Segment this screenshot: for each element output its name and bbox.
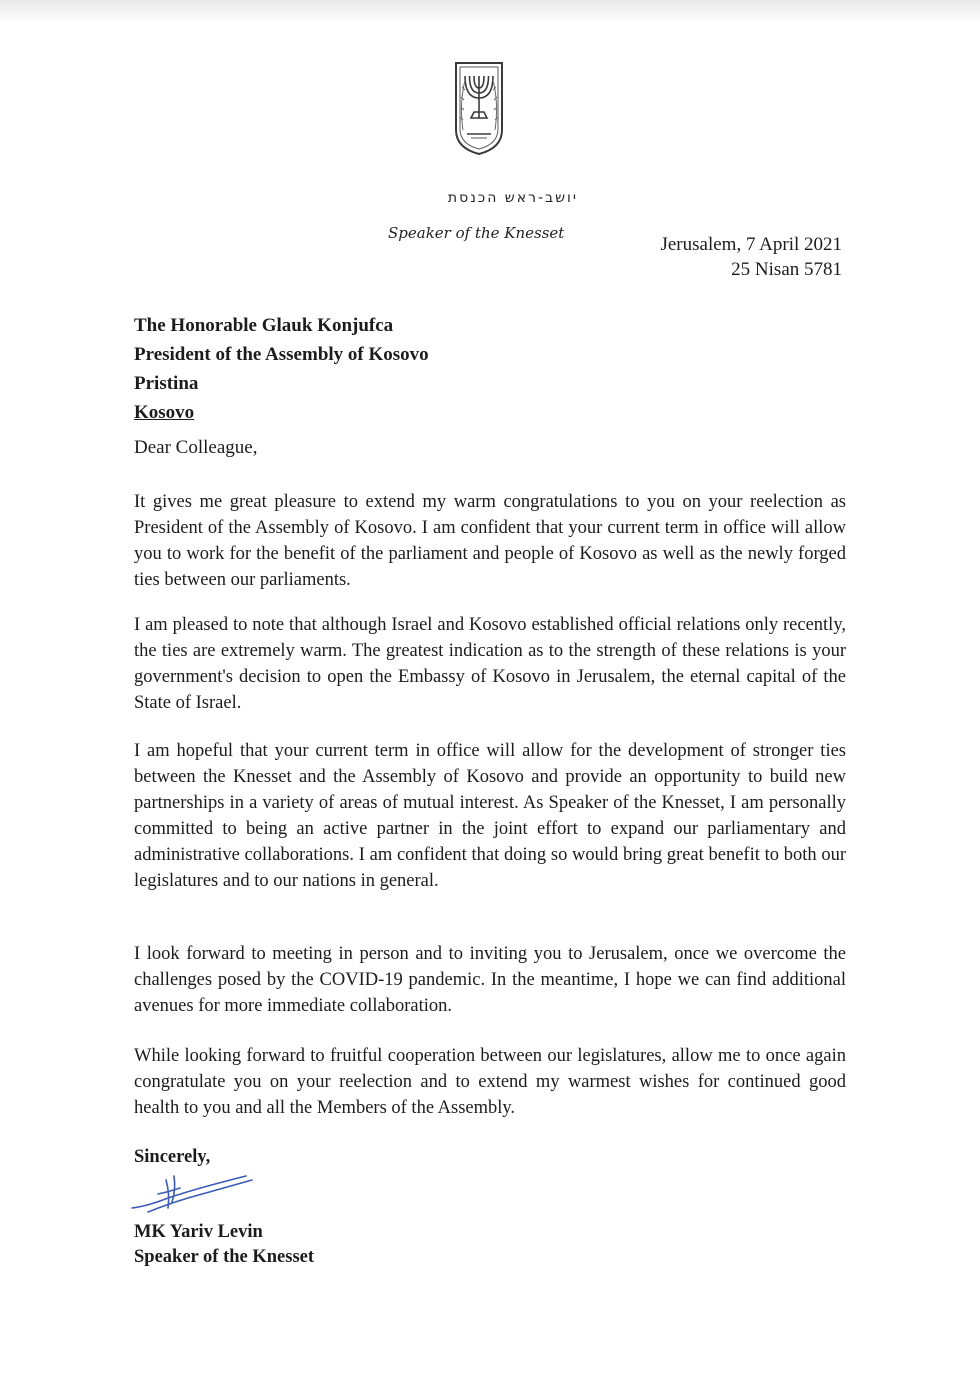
- body-paragraph-2: I am pleased to note that although Israel and Kosovo established official relations only recently, the ties are extremely warm. The greatest indication as to the strength of these relations is your government's decision to open the Embassy of Kosovo in Jerusalem, the eternal capital of the State of Israel.: [134, 615, 846, 713]
- letterhead-english-title: Speaker of the Knesset: [388, 224, 565, 242]
- body-paragraph-5: While looking forward to fruitful cooperation between our legislatures, allow me to once again congratulate you on your reelection and to extend my warmest wishes for continued good health to you and all the Members of the Assembly.: [134, 1046, 846, 1118]
- recipient-title: President of the Assembly of Kosovo: [134, 344, 429, 365]
- signer-name: MK Yariv Levin: [134, 1222, 263, 1242]
- scan-top-shadow: [0, 0, 980, 24]
- recipient-city: Pristina: [134, 373, 199, 394]
- body-paragraph-1: It gives me great pleasure to extend my warm congratulations to you on your reelection as President of the Assembly of Kosovo. I am confident that your current term in office will allow you to work for the benefit of the parliament and people of Kosovo as well as the newly forged ties between our parliaments.: [134, 492, 846, 590]
- gregorian-date: Jerusalem, 7 April 2021: [660, 234, 842, 255]
- body-paragraph-3: I am hopeful that your current term in office will allow for the development of stronger ties between the Knesset and the Assembly of Kosovo and provide an opportunity to build new partnerships in a variety of areas of mutual interest. As Speaker of the Knesset, I am personally committed to being an active partner in the joint effort to expand our parliamentary and administrative collaborations. I am confident that doing so would bring great benefit to both our legislatures and to our nations in general.: [134, 741, 846, 891]
- salutation: Dear Colleague,: [134, 437, 258, 458]
- signer-title: Speaker of the Knesset: [134, 1247, 315, 1267]
- handwritten-signature-icon: [128, 1168, 258, 1218]
- signer-block: [134, 1220, 314, 1270]
- recipient-name: The Honorable Glauk Konjufca: [134, 315, 394, 336]
- menorah-emblem-icon: [453, 60, 505, 156]
- closing: Sincerely,: [134, 1147, 211, 1167]
- recipient-country: Kosovo: [134, 402, 195, 423]
- date-block: [660, 232, 842, 282]
- body-paragraph-4: I look forward to meeting in person and to inviting you to Jerusalem, once we overcome the challenges posed by the COVID-19 pandemic. In the meantime, I hope we can find additional avenues for more immediate collaboration.: [134, 944, 846, 1016]
- hebrew-date: 25 Nisan 5781: [731, 259, 842, 280]
- letterhead-hebrew-title: יושב-ראש הכנסת: [447, 190, 578, 206]
- recipient-address: [134, 311, 429, 427]
